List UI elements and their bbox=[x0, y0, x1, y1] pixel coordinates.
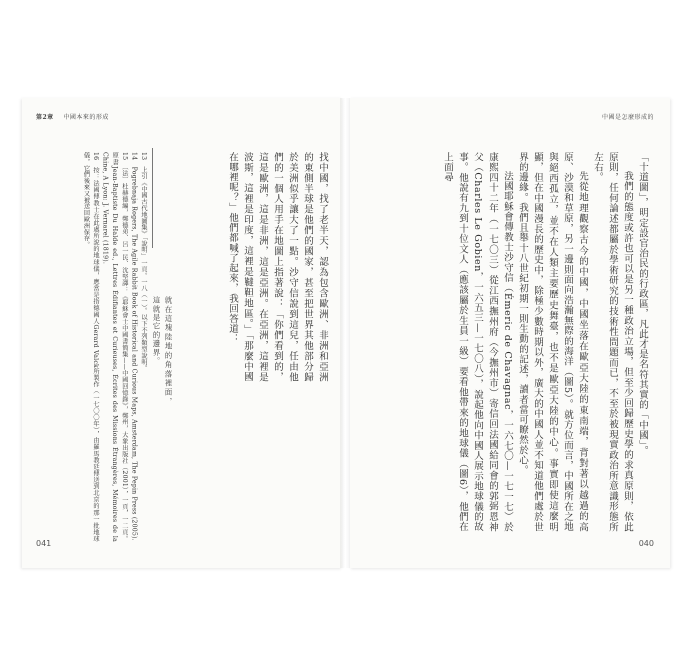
right-body-text bbox=[380, 152, 650, 532]
footnote-14: 14 Pogrebnaja Rogers, The Agile Rabbit Book of Historical and Curious Maps, Amsterdam, The Pepin Press (2005). bbox=[130, 152, 138, 541]
footnote-13: 13 上引《中國古代地圖集》「說明」一頁。一八（一）。以下不列類型說明。 bbox=[140, 152, 147, 372]
right-paragraph-4: 法國耶穌會傳教士沙守信（Émeric de Chavagnac，一六七〇—一七一七）於康熙四十二年（一七〇三）從江西撫州府（今撫州市）寄信回法國給同會的郭弼恩神父（Charles Le Gobien，一六五三—一七〇八），說起他向中國人展示地球儀的故事。他說有九到十位文人（應該屬於生員一級）要看他帶來的地球儀（圖6），他們在上面尋 bbox=[442, 152, 513, 532]
right-running-head: 中國是怎麼形成的 bbox=[601, 114, 654, 121]
left-page-number: 041 bbox=[36, 539, 52, 548]
footnote-15: 15 〔法〕杜赫德編，鄭德弟、呂一民、沈堅譯：《耶穌會士中國書簡集——中國回憶錄》，鄭州，大象出版社（2001），一頁，一二頁。原書Jean-Baptiste Du Halde ed., Lettres Édifiantes et Curieuses, Écrites des Missions Étrangères, Mémoires de la Chine, A Lyon: J. Vernarel (1819). bbox=[101, 152, 128, 542]
left-body-text bbox=[218, 152, 330, 382]
right-paragraph-3: 先從地理觀察古今的中國，中國坐落在歐亞大陸的東南端，背對著以越過的高原、沙漠和草原，另一邊則面向浩瀚無際的海洋（圖5）。就方位而言，中國所在之地與絕西孤立，並不在人類主要歷史舞臺，也不是歐亞大陸的中心。事實即使這麼明顯，但在中國漫長的歷史中，除極少數時期以外，廣大的中國人並不知道他們處於世界的邊緣。我們且舉十八世紀初期一則生動的記述，讀者當可瞭然於心。 bbox=[517, 152, 588, 532]
left-page bbox=[22, 98, 342, 568]
footnotes bbox=[56, 152, 148, 542]
right-paragraph-1: 「十道圖」，明定設官治民的行政區，凡此才是名符其實的「中國」。 bbox=[637, 152, 648, 456]
chapter-number: 第2章 bbox=[36, 114, 54, 121]
right-page-number: 040 bbox=[638, 539, 654, 548]
footnote-rule bbox=[152, 148, 153, 248]
left-running-head bbox=[36, 112, 109, 121]
left-running-title: 中國本來的形成 bbox=[63, 114, 109, 121]
left-paragraph: 找中國，找了老半天，認為包含歐洲、非洲和亞洲的東側半球是他們的國家，甚至把世界其他部分歸於美洲似乎讓大了一點。沙守信說到這兒，任由他們的一個人用手在地圖上指著說：「你們看到的，這是歐洲，這是非洲，這是亞洲。在亞洲，這裡是波斯，這裡是印度，這裡是韃靼地區。」「那麼中國在哪裡呢？」他們都喊了起來，我回答道： bbox=[227, 152, 328, 382]
block-quote-line: 就在這塊陸地的角落裡面，這就是它的邊界。 bbox=[152, 296, 173, 406]
footnote-16: 16 按：法國傳教士在此處所說的地球儀，應當是指德國人Gerard Valck所製作（一七〇〇年），由羅馬教廷傳送到北京的那一批地球儀，它們後來又被送回歐洲保存。 bbox=[82, 152, 100, 542]
right-paragraph-2: 我們的態度或許也可以是另一種政治立場，但至少回歸歷史學的求真原則，依此原則，任何論述都屬於學術研究的技術性問題而已，不至於被現實政治所意識形態所左右。 bbox=[592, 152, 633, 532]
right-page bbox=[350, 98, 670, 568]
